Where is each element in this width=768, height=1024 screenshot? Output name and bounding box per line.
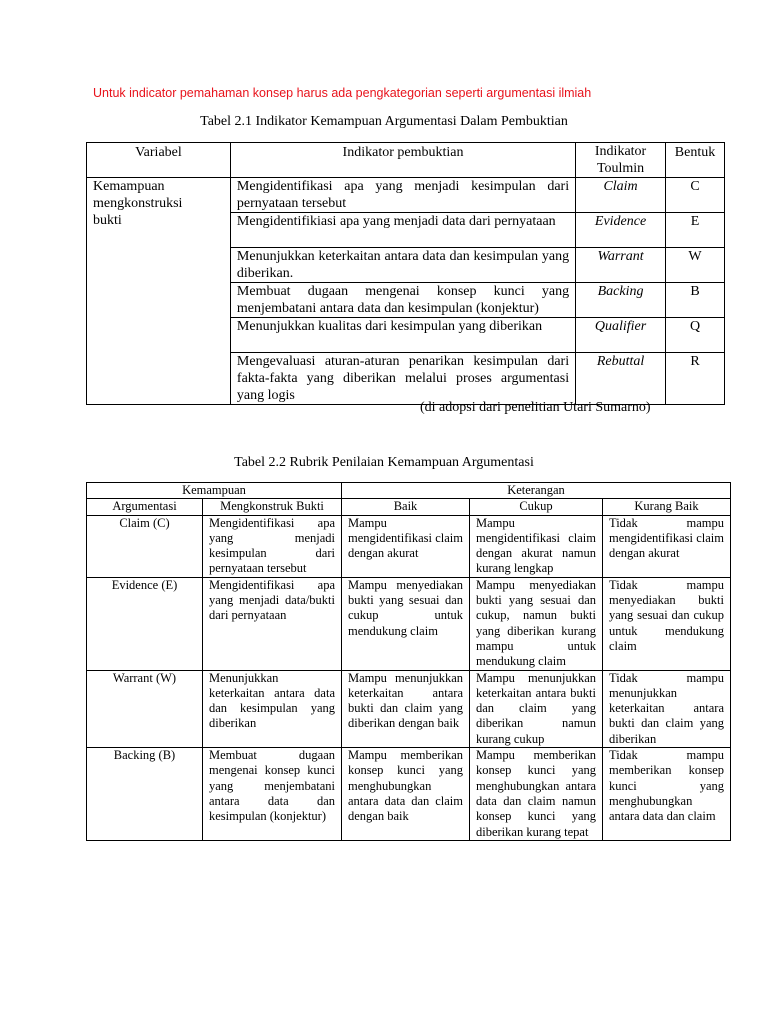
toulmin-cell: Qualifier xyxy=(576,318,666,353)
poor-cell: Tidak mampu menunjukkan keterkaitan antara bukti dan claim yang diberikan xyxy=(603,670,731,747)
table1-source: (di adopsi dari penelitian Utari Sumarno) xyxy=(420,400,651,415)
indicator-cell: Menunjukkan keterkaitan antara data dan kesimpulan yang diberikan. xyxy=(230,248,575,283)
table-row xyxy=(87,748,731,841)
poor-cell: Tidak mampu menyediakan bukti yang sesuai dan cukup untuk mendukung claim xyxy=(603,577,731,670)
good-cell: Mampu mengidentifikasi claim dengan akurat xyxy=(342,515,470,577)
column-header: Indikator pembuktian xyxy=(230,143,575,178)
indicator-cell: Menunjukkan kualitas dari kesimpulan yang diberikan xyxy=(230,318,575,353)
table-row xyxy=(87,515,731,577)
variable-cell: Kemampuan mengkonstruksi bukti xyxy=(87,178,231,405)
form-cell: C xyxy=(666,178,725,213)
form-cell: Q xyxy=(666,318,725,353)
column-header: Indikator Toulmin xyxy=(576,143,666,178)
fair-cell: Mampu menyediakan bukti yang sesuai dan cukup, namun bukti yang diberikan kurang mampu untuk mendukung claim xyxy=(470,577,603,670)
poor-cell: Tidak mampu mengidentifikasi claim dengan akurat xyxy=(603,515,731,577)
construct-cell: Mengidentifikasi apa yang menjadi kesimpulan dari pernyataan tersebut xyxy=(203,515,342,577)
table2-caption: Tabel 2.2 Rubrik Penilaian Kemampuan Argumentasi xyxy=(234,455,534,470)
toulmin-cell: Warrant xyxy=(576,248,666,283)
table-row xyxy=(87,178,725,213)
column-header: Argumentasi xyxy=(87,499,203,515)
indicator-cell: Membuat dugaan mengenai konsep kunci yang menjembatani antara data dan kesimpulan (konjektur) xyxy=(230,283,575,318)
construct-cell: Membuat dugaan mengenai konsep kunci yang menjembatani antara data dan kesimpulan (konjektur) xyxy=(203,748,342,841)
construct-cell: Mengidentifikasi apa yang menjadi data/bukti dari pernyataan xyxy=(203,577,342,670)
argument-cell: Claim (C) xyxy=(87,515,203,577)
table-group-header-row xyxy=(87,483,731,499)
poor-cell: Tidak mampu memberikan konsep kunci yang menghubungkan antara data dan claim xyxy=(603,748,731,841)
indicator-table xyxy=(86,142,725,405)
column-header: Baik xyxy=(342,499,470,515)
indicator-cell: Mengidentifikasi apa yang menjadi kesimpulan dari pernyataan tersebut xyxy=(230,178,575,213)
table-header-row xyxy=(87,499,731,515)
indicator-cell: Mengidentifikiasi apa yang menjadi data dari pernyataan xyxy=(230,213,575,248)
reviewer-note: Untuk indicator pemahaman konsep harus ada pengkategorian seperti argumentasi ilmiah xyxy=(93,86,592,100)
column-header: Kurang Baik xyxy=(603,499,731,515)
table-row xyxy=(87,670,731,747)
form-cell: R xyxy=(666,353,725,405)
form-cell: W xyxy=(666,248,725,283)
form-cell: E xyxy=(666,213,725,248)
column-header: Variabel xyxy=(87,143,231,178)
column-header: Cukup xyxy=(470,499,603,515)
rubric-table xyxy=(86,482,731,841)
table1-caption: Tabel 2.1 Indikator Kemampuan Argumentasi Dalam Pembuktian xyxy=(200,114,568,129)
toulmin-cell: Evidence xyxy=(576,213,666,248)
table-row xyxy=(87,577,731,670)
good-cell: Mampu menyediakan bukti yang sesuai dan cukup untuk mendukung claim xyxy=(342,577,470,670)
good-cell: Mampu menunjukkan keterkaitan antara bukti dan claim yang diberikan dengan baik xyxy=(342,670,470,747)
group-header: Keterangan xyxy=(342,483,731,499)
column-header: Bentuk xyxy=(666,143,725,178)
construct-cell: Menunjukkan keterkaitan antara data dan kesimpulan yang diberikan xyxy=(203,670,342,747)
fair-cell: Mampu memberikan konsep kunci yang menghubungkan antara data dan claim namun konsep kunci yang diberikan kurang tepat xyxy=(470,748,603,841)
column-header: Mengkonstruk Bukti xyxy=(203,499,342,515)
indicator-cell: Mengevaluasi aturan-aturan penarikan kesimpulan dari fakta-fakta yang diberikan melalui proses argumentasi yang logis xyxy=(230,353,575,405)
argument-cell: Warrant (W) xyxy=(87,670,203,747)
table-header-row xyxy=(87,143,725,178)
argument-cell: Backing (B) xyxy=(87,748,203,841)
toulmin-cell: Backing xyxy=(576,283,666,318)
fair-cell: Mampu mengidentifikasi claim dengan akurat namun kurang lengkap xyxy=(470,515,603,577)
good-cell: Mampu memberikan konsep kunci yang menghubungkan antara data dan claim dengan baik xyxy=(342,748,470,841)
argument-cell: Evidence (E) xyxy=(87,577,203,670)
fair-cell: Mampu menunjukkan keterkaitan antara bukti dan claim yang diberikan namun kurang cukup xyxy=(470,670,603,747)
form-cell: B xyxy=(666,283,725,318)
toulmin-cell: Rebuttal xyxy=(576,353,666,405)
toulmin-cell: Claim xyxy=(576,178,666,213)
group-header: Kemampuan xyxy=(87,483,342,499)
